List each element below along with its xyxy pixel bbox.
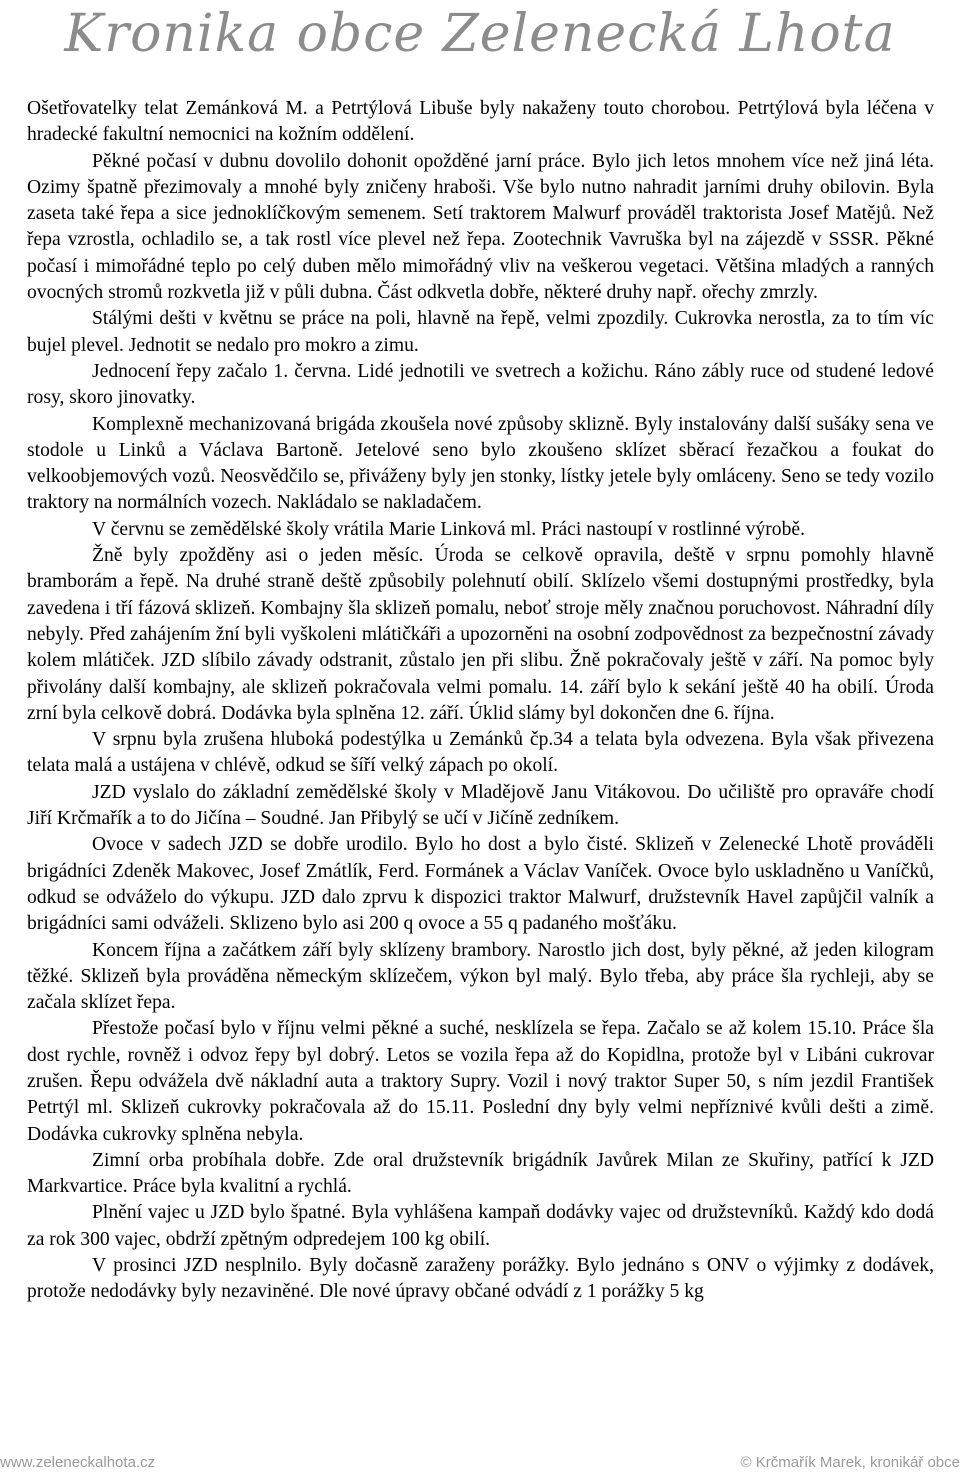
paragraph: Přestože počasí bylo v říjnu velmi pěkné a suché, nesklízela se řepa. Začalo se až kolem 15.10. Práce šla dost rychle, rovněž i odvoz řepy byl dobrý. Letos se vozila řepa až do Kopidlna, protože byl v Libáni cukrovar zrušen. Řepu odvážela dvě nákladní auta a traktory Supry. Vozil i nový traktor Super 50, s ním jezdil František Petrtýl ml. Sklizeň cukrovky pokračovala až do 15.11. Poslední dny byly velmi nepříznivé kvůli dešti a zimě. Dodávka cukrovky splněna nebyla. [27,1018,934,1145]
paragraph: Zimní orba probíhala dobře. Zde oral družstevník brigádník Javůrek Milan ze Skuřiny, patřící k JZD Markvartice. Práce byla kvalitní a rychlá. [27,1149,934,1198]
paragraph: V prosinci JZD nesplnilo. Byly dočasně zaraženy porážky. Bylo jednáno s ONV o výjimky z dodávek, protože nedodávky byly nezaviněné. Dle nové úpravy občané odvádí z 1 porážky 5 kg [27,1255,934,1303]
paragraph: Pěkné počasí v dubnu dovolilo dohonit opožděné jarní práce. Bylo jich letos mnohem více než jiná léta. Ozimy špatně přezimovaly a mnohé byly zničeny hraboši. Vše bylo nutno nahradit jarními druhy obilovin. Byla zaseta také řepa a sice jednoklíčkovým semenem. Setí traktorem Malwurf prováděl traktorista Josef Matějů. Než řepa vzrostla, ochladilo se, a tak rostl více plevel než řepa. Zootechnik Vavruška byl na zájezdě v SSSR. Pěkné počasí i mimořádné teplo po celý duben mělo mimořádný vliv na veškerou vegetaci. Většina mladých a ranných ovocných stromů rozkvetla již v půli dubna. Část odkvetla dobře, některé druhy např. ořechy zmrzly. [27,150,934,304]
paragraph: Jednocení řepy začalo 1. června. Lidé jednotili ve svetrech a kožichu. Ráno zábly ruce od studené ledové rosy, skoro jinovatky. [27,360,934,409]
copyright-credit: © Krčmařík Marek, kronikář obce [740,1454,960,1471]
paragraph: V srpnu byla zrušena hluboká podestýlka u Zemánků čp.34 a telata byla odvezena. Byla však přivezena telata malá a ustájena v chlévě, odkud se šíří velký zápach po okolí. [27,729,934,777]
paragraph: Komplexně mechanizovaná brigáda zkoušela nové způsoby sklizně. Byly instalovány další sušáky sena ve stodole u Linků a Václava Bartoně. Jetelové seno bylo zkoušeno sklízet sběrací řezačkou a foukat do velkoobjemových vozů. Neosvědčilo se, přiváženy byly jen stonky, lístky jetele byly omláceny. Seno se tedy vozilo traktory na normálních vozech. Nakládalo se nakladačem. [27,413,934,514]
paragraph: Ošetřovatelky telat Zemánková M. a Petrtýlová Libuše byly nakaženy touto chorobou. Petrtýlová byla léčena v hradecké fakultní nemocnici na kožním oddělení. [27,98,934,146]
paragraph: Stálými dešti v květnu se práce na poli, hlavně na řepě, velmi zpozdily. Cukrovka nerostla, za to tím víc bujel plevel. Jednotit se nedalo pro mokro a zimu. [27,308,934,356]
page-footer [0,1452,960,1474]
paragraph: Žně byly zpožděny asi o jeden měsíc. Úroda se celkově opravila, deště v srpnu pomohly hlavně bramborám a řepě. Na druhé straně deště způsobily polehnutí obilí. Sklízelo všemi dostupnými prostředky, byla zavedena i tří fázová sklizeň. Kombajny šla sklizeň pomalu, neboť stroje měly značnou poruchovost. Náhradní díly nebyly. Před zahájením žní byli vyškoleni mlátičkáři a upozorněni na osobní zodpovědnost za bezpečnostní závady kolem mlátiček. JZD slíbilo závady odstranit, zůstalo jen při slibu. Žně pokračovaly ještě v září. Na pomoc byly přivolány další kombajny, ale sklizeň pokračovala velmi pomalu. 14. září bylo k sekání ještě 40 ha obilí. Úroda zrní byla celkově dobrá. Dodávka byla splněna 12. září. Úklid slámy byl dokončen dne 6. října. [27,545,934,724]
chronicle-text [27,96,934,1306]
paragraph: JZD vyslalo do základní zemědělské školy v Mladějově Janu Vitákovou. Do učiliště pro opraváře chodí Jiří Krčmařík a to do Jičína – Soudné. Jan Přibylý se učí v Jičíně zedníkem. [27,781,934,830]
paragraph: Plnění vajec u JZD bylo špatné. Byla vyhlášena kampaň dodávky vajec od družstevníků. Každý kdo dodá za rok 300 vajec, obdrží zpětným odpredejem 100 kg obilí. [27,1202,934,1250]
website-link[interactable]: www.zeleneckalhota.cz [0,1454,156,1471]
chronicle-title: Kronika obce Zelenecká Lhota [64,4,896,64]
paragraph: V červnu se zemědělské školy vrátila Marie Linková ml. Práci nastoupí v rostlinné výrobě. [92,518,805,540]
paragraph: Koncem října a začátkem září byly sklízeny brambory. Narostlo jich dost, byly pěkné, až jeden kilogram těžké. Sklizeň byla prováděna německým sklízečem, výkon byl malý. Bylo třeba, aby práce šla rychleji, aby se začala sklízet řepa. [27,939,934,1014]
paragraph: Ovoce v sadech JZD se dobře urodilo. Bylo ho dost a bylo čisté. Sklizeň v Zelenecké Lhotě prováděli brigádníci Zdeněk Makovec, Josef Zmátlík, Ferd. Formánek a Václav Vaníček. Ovoce bylo uskladněno u Vaníčků, odkud se odváželo do výkupu. JZD dalo zprvu k dispozici traktor Malwurf, družstevník Havel zapůjčil valník a brigádníci sami odváželi. Sklizeno bylo asi 200 q ovoce a 55 q padaného mošťáku. [27,834,934,935]
